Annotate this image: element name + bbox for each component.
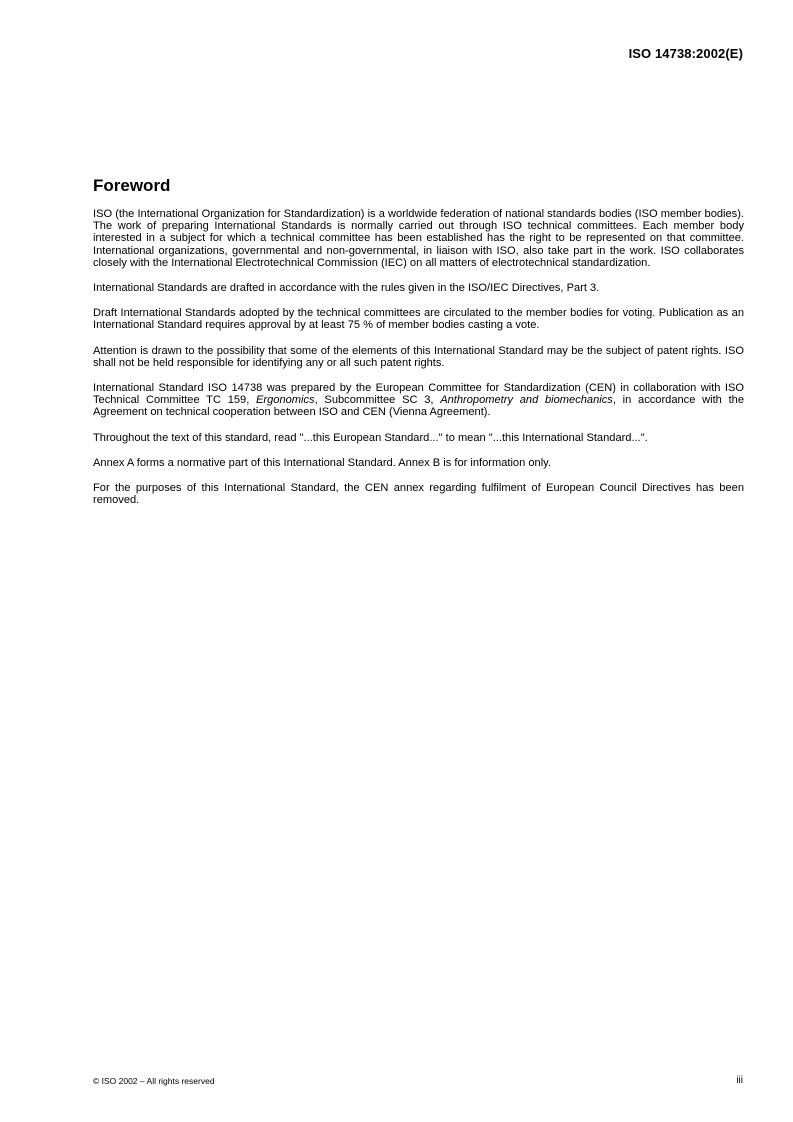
subcommittee-name: Anthropometry and biomechanics (440, 394, 613, 407)
paragraph-cen-annex: For the purposes of this International Standard, the CEN annex regarding fulfilment of European Council Directives has been removed. (93, 482, 744, 507)
paragraph-preparation (93, 382, 744, 419)
paragraph-drafting-rules: International Standards are drafted in accordance with the rules given in the ISO/IEC Directives, Part 3. (93, 282, 600, 295)
paragraph-voting: Draft International Standards adopted by the technical committees are circulated to the member bodies for voting. Publication as an International Standard requires approval by at least 75 % of member bodies casting a vote. (93, 307, 744, 332)
paragraph-patent-rights: Attention is drawn to the possibility that some of the elements of this International Standard may be the subject of patent rights. ISO shall not be held responsible for identifying any or all such patent rights. (93, 344, 744, 369)
document-id: ISO 14738:2002(E) (628, 46, 743, 61)
paragraph-iso-overview: ISO (the International Organization for Standardization) is a worldwide federation of national standards bodies (ISO member bodies). The work of preparing International Standards is normally carried out through ISO technical committees. Each member body interested in a subject for which a technical committee has been established has the right to be represented on that committee. International organizations, governmental and non-governmental, in liaison with ISO, also take part in the work. ISO collaborates closely with the International Electrotechnical Commission (IEC) on all matters of electrotechnical standardization. (93, 208, 744, 269)
committee-name: Ergonomics (256, 394, 315, 407)
foreword-body (93, 208, 744, 519)
paragraph-reading-note: Throughout the text of this standard, read "...this European Standard..." to mean "...this International Standard...". (93, 431, 648, 444)
page-number: iii (736, 1075, 743, 1086)
preparation-text-1: International Standard ISO 14738 was prepared by the European Committee for Standardization (CEN) in collaboration with ISO Technical Committee TC 159, (93, 382, 744, 407)
paragraph-annexes: Annex A forms a normative part of this International Standard. Annex B is for information only. (93, 456, 551, 469)
preparation-text-2: , Subcommittee SC 3, (314, 394, 441, 407)
page-title: Foreword (93, 176, 171, 195)
preparation-text-3: , in accordance with the Agreement on technical cooperation between ISO and CEN (Vienna Agreement). (93, 394, 745, 419)
footer-copyright: © ISO 2002 – All rights reserved (93, 1076, 215, 1086)
